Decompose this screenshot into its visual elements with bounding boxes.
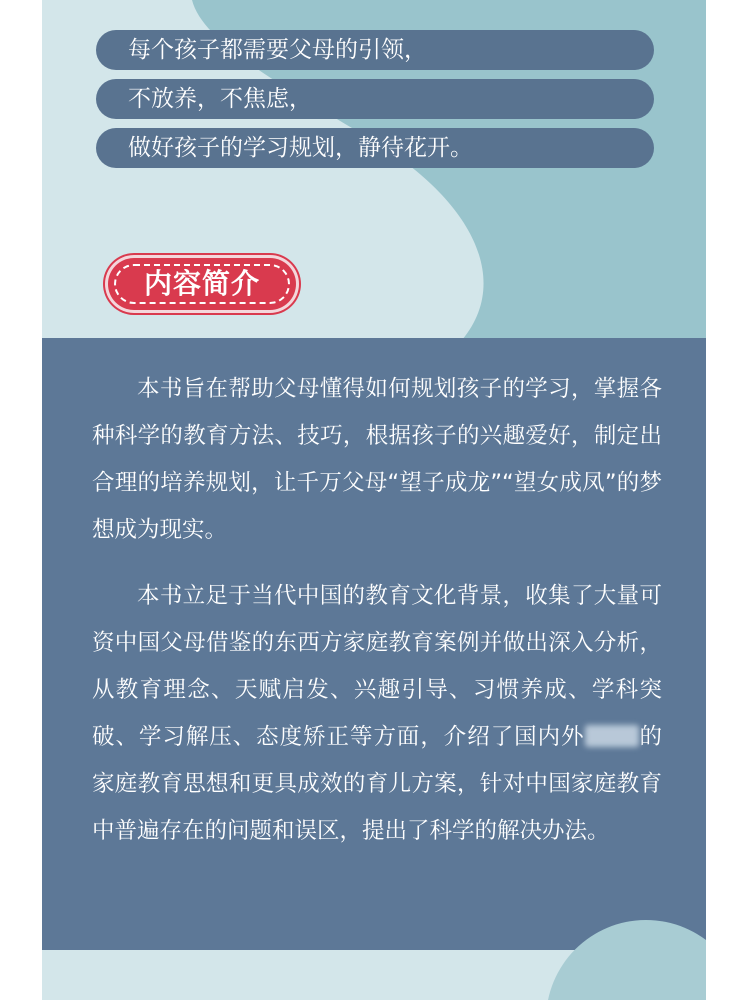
- blurred-text-redaction: [585, 725, 639, 747]
- section-title-badge: [108, 258, 296, 310]
- slogan-line-2: 不放养，不焦虑，: [96, 79, 654, 119]
- description-block: [42, 338, 706, 950]
- paragraph-2-text-before: 本书立足于当代中国的教育文化背景，收集了大量可资中国父母借鉴的东西方家庭教育案例并做出深入分析，从教育理念、天赋启发、兴趣引导、习惯养成、学科突破、学习解压、态度矫正等方面，介绍了国内外: [92, 583, 662, 750]
- book-intro-panel: [42, 0, 706, 1000]
- description-paragraph-2: [92, 573, 662, 855]
- section-title: 内容简介: [143, 267, 260, 300]
- description-paragraph-1: 本书旨在帮助父母懂得如何规划孩子的学习，掌握各种科学的教育方法、技巧，根据孩子的兴趣爱好，制定出合理的培养规划，让千万父母“望子成龙”“望女成凤”的梦想成为现实。: [92, 376, 662, 543]
- slogan-line-1: 每个孩子都需要父母的引领，: [96, 30, 654, 70]
- paragraph-2-text-after: 的家庭教育思想和更具成效的育儿方案，针对中国家庭教育中普遍存在的问题和误区，提出了科学的解决办法。: [92, 724, 662, 844]
- slogan-line-3: 做好孩子的学习规划，静待花开。: [96, 128, 654, 168]
